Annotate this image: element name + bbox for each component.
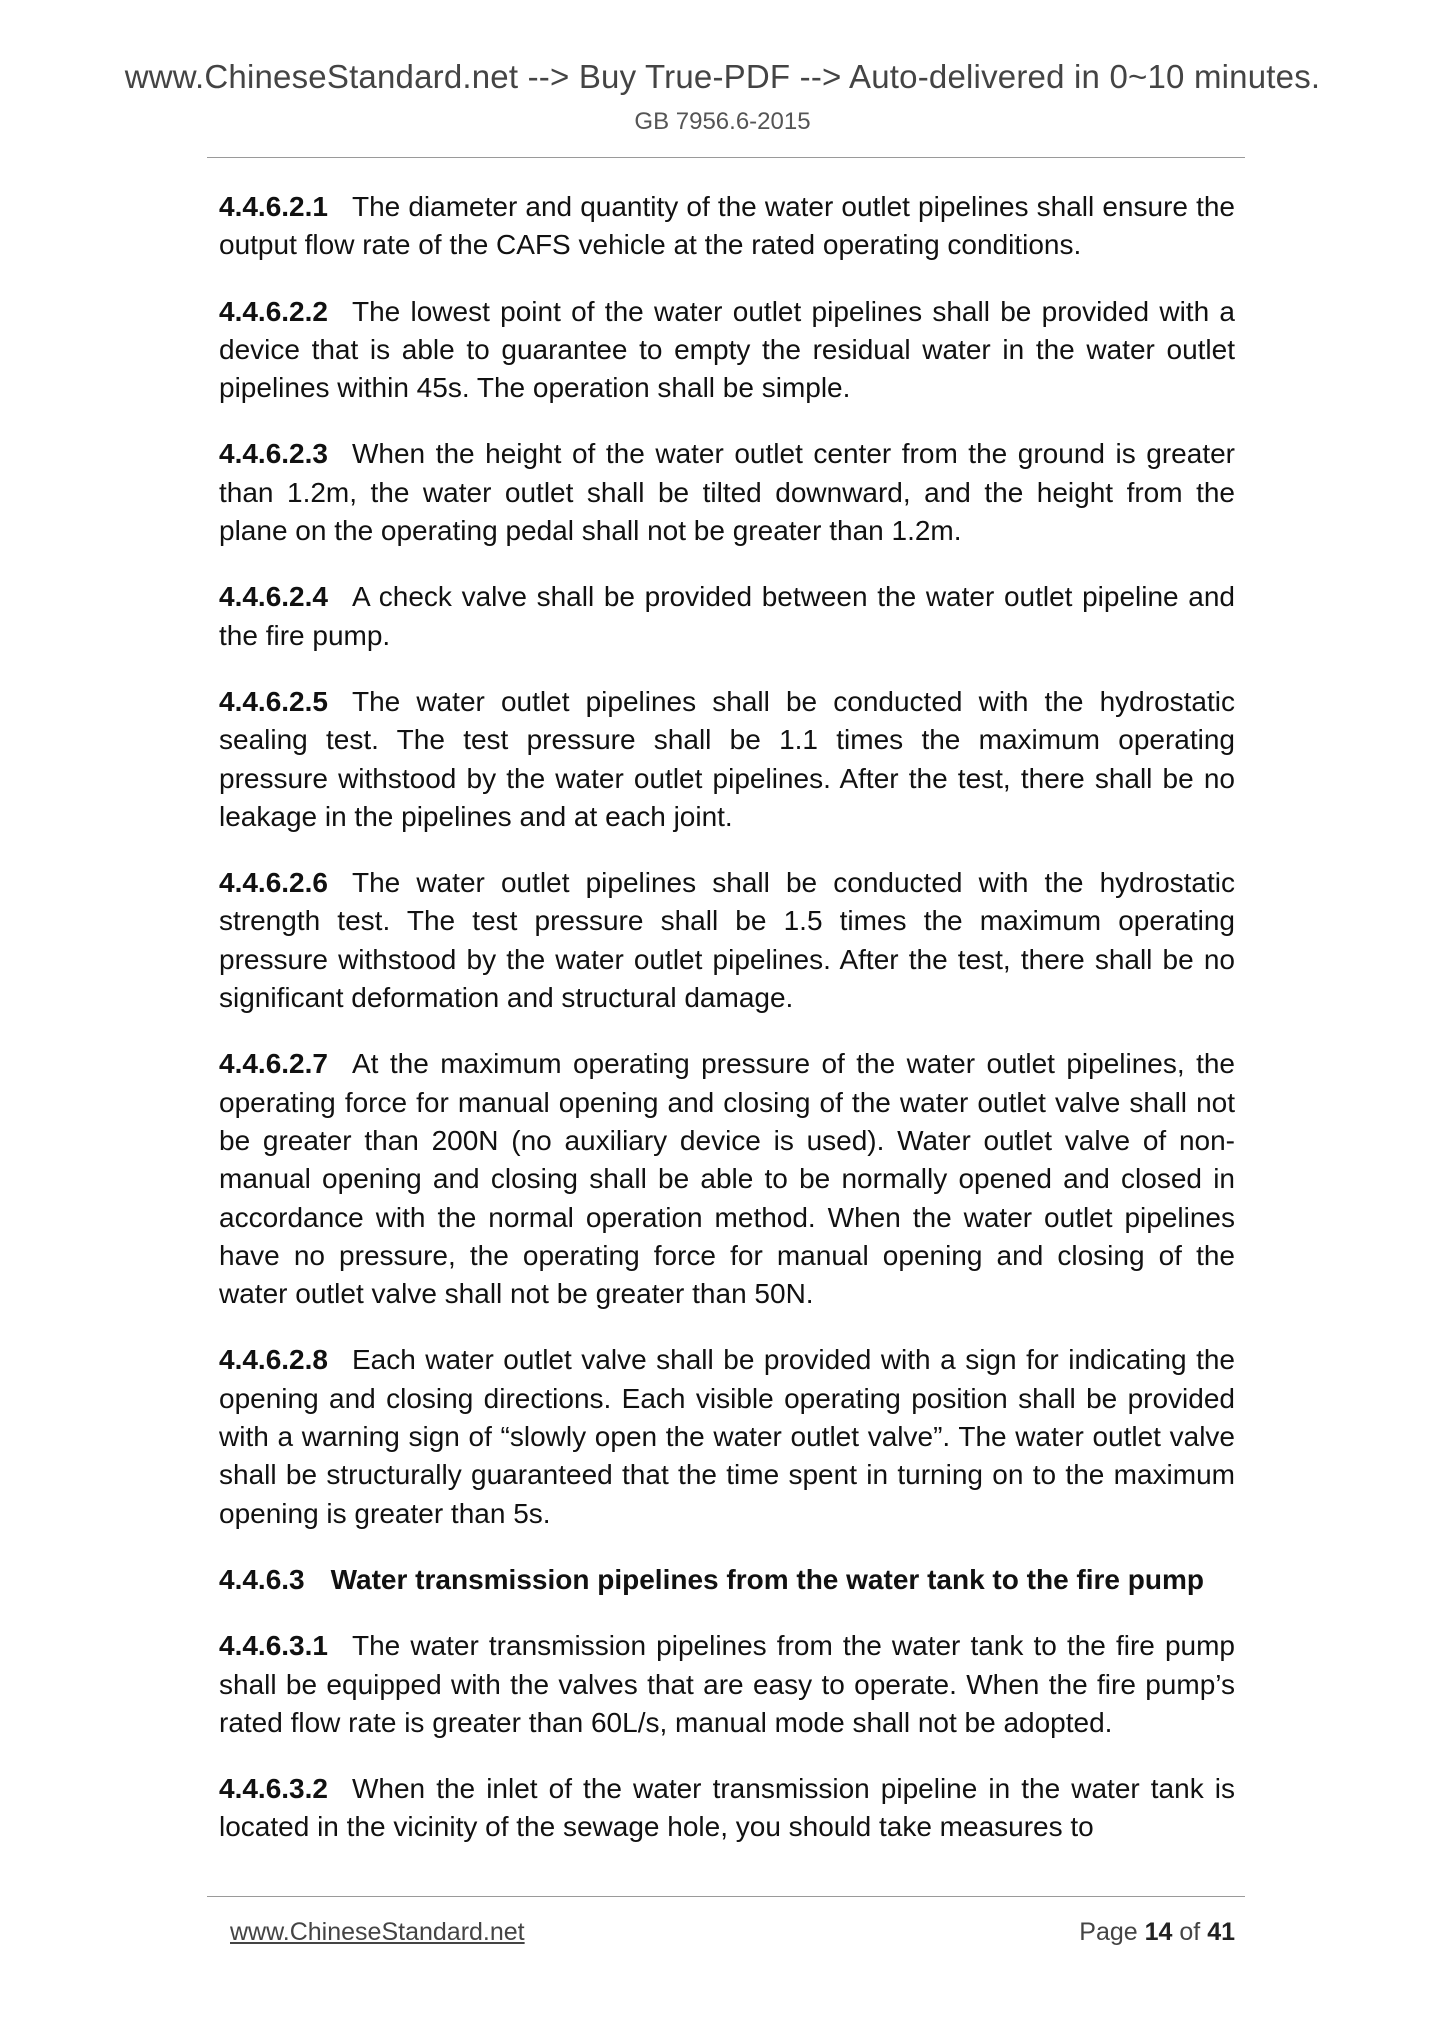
- footer-divider: [207, 1896, 1245, 1897]
- clause-text: When the height of the water outlet center from the ground is greater than 1.2m, the water outlet shall be tilted downward, and the height from the plane on the operating pedal shall not be greater than 1.2m.: [219, 438, 1235, 547]
- clause-number: 4.4.6.2.1: [219, 191, 328, 222]
- clause-text: The water outlet pipelines shall be conducted with the hydrostatic sealing test. The test pressure shall be 1.1 times the maximum operating pressure withstood by the water outlet pipelines. After the test, there shall be no leakage in the pipelines and at each joint.: [219, 685, 1235, 832]
- clause-text: The water outlet pipelines shall be conducted with the hydrostatic strength test. The test pressure shall be 1.5 times the maximum operating pressure withstood by the water outlet pipelines. After the test, there shall be no significant deformation and structural damage.: [219, 867, 1235, 1014]
- clause-number: 4.4.6.2.4: [219, 581, 328, 613]
- page-label: Page: [1079, 1918, 1138, 1946]
- clause-4-4-6-2-8: [219, 1341, 1235, 1532]
- clause-number: 4.4.6.2.3: [219, 438, 328, 470]
- clause-4-4-6-2-3: [219, 435, 1235, 550]
- clause-text: The diameter and quantity of the water outlet pipelines shall ensure the output flow rate of the CAFS vehicle at the rated operating conditions.: [219, 191, 1235, 261]
- document-body: [219, 188, 1235, 1875]
- section-title: Water transmission pipelines from the water tank to the fire pump: [330, 1563, 1204, 1595]
- footer-website-link[interactable]: www.ChineseStandard.net: [230, 1918, 525, 1946]
- clause-4-4-6-2-6: [219, 864, 1235, 1017]
- clause-number: 4.4.6.2.7: [219, 1048, 328, 1080]
- page-indicator: [1079, 1918, 1235, 1947]
- clause-number: 4.4.6.2.6: [219, 867, 328, 899]
- clause-4-4-6-2-5: [219, 683, 1235, 836]
- clause-text: The lowest point of the water outlet pipelines shall be provided with a device that is able to guarantee to empty the residual water in the water outlet pipelines within 45s. The operation shall be simple.: [219, 295, 1235, 404]
- section-heading-4-4-6-3: [219, 1561, 1235, 1599]
- clause-number: 4.4.6.2.5: [219, 685, 328, 717]
- clause-text: A check valve shall be provided between the water outlet pipeline and the fire pump.: [219, 581, 1235, 651]
- clause-4-4-6-2-7: [219, 1045, 1235, 1313]
- clause-number: 4.4.6.3.1: [219, 1630, 328, 1662]
- clause-4-4-6-2-4: [219, 578, 1235, 655]
- clause-text: At the maximum operating pressure of the water outlet pipelines, the operating force for manual opening and closing of the water outlet valve shall not be greater than 200N (no auxiliary device is used). Water outlet valve of non-manual opening and closing shall be able to be normally opened and closed in accordance with the normal operation method. When the water outlet pipelines have no pressure, the operating force for manual opening and closing of the water outlet valve shall not be greater than 50N.: [219, 1048, 1235, 1310]
- clause-4-4-6-2-2: [219, 293, 1235, 408]
- header-divider: [207, 157, 1245, 158]
- current-page: 14: [1144, 1918, 1173, 1946]
- standard-number: GB 7956.6-2015: [634, 108, 811, 135]
- page-of: of: [1179, 1918, 1201, 1946]
- clause-4-4-6-3-2: [219, 1770, 1235, 1847]
- section-number: 4.4.6.3: [219, 1563, 305, 1595]
- clause-number: 4.4.6.2.2: [219, 295, 328, 327]
- total-pages: 41: [1207, 1918, 1235, 1946]
- header-banner: www.ChineseStandard.net --> Buy True-PDF --> Auto-delivered in 0~10 minutes.: [124, 58, 1321, 95]
- clause-4-4-6-3-1: [219, 1627, 1235, 1742]
- clause-number: 4.4.6.3.2: [219, 1773, 328, 1805]
- clause-text: The water transmission pipelines from the water tank to the fire pump shall be equipped with the valves that are easy to operate. When the fire pump’s rated flow rate is greater than 60L/s, manual mode shall not be adopted.: [219, 1630, 1235, 1738]
- clause-number: 4.4.6.2.8: [219, 1344, 328, 1376]
- clause-4-4-6-2-1: [219, 188, 1235, 265]
- clause-text: When the inlet of the water transmission pipeline in the water tank is located in the vicinity of the sewage hole, you should take measures to: [219, 1773, 1235, 1843]
- clause-text: Each water outlet valve shall be provided with a sign for indicating the opening and closing directions. Each visible operating position shall be provided with a warning sign of “slowly open the water outlet valve”. The water outlet valve shall be structurally guaranteed that the time spent in turning on to the maximum opening is greater than 5s.: [219, 1344, 1235, 1529]
